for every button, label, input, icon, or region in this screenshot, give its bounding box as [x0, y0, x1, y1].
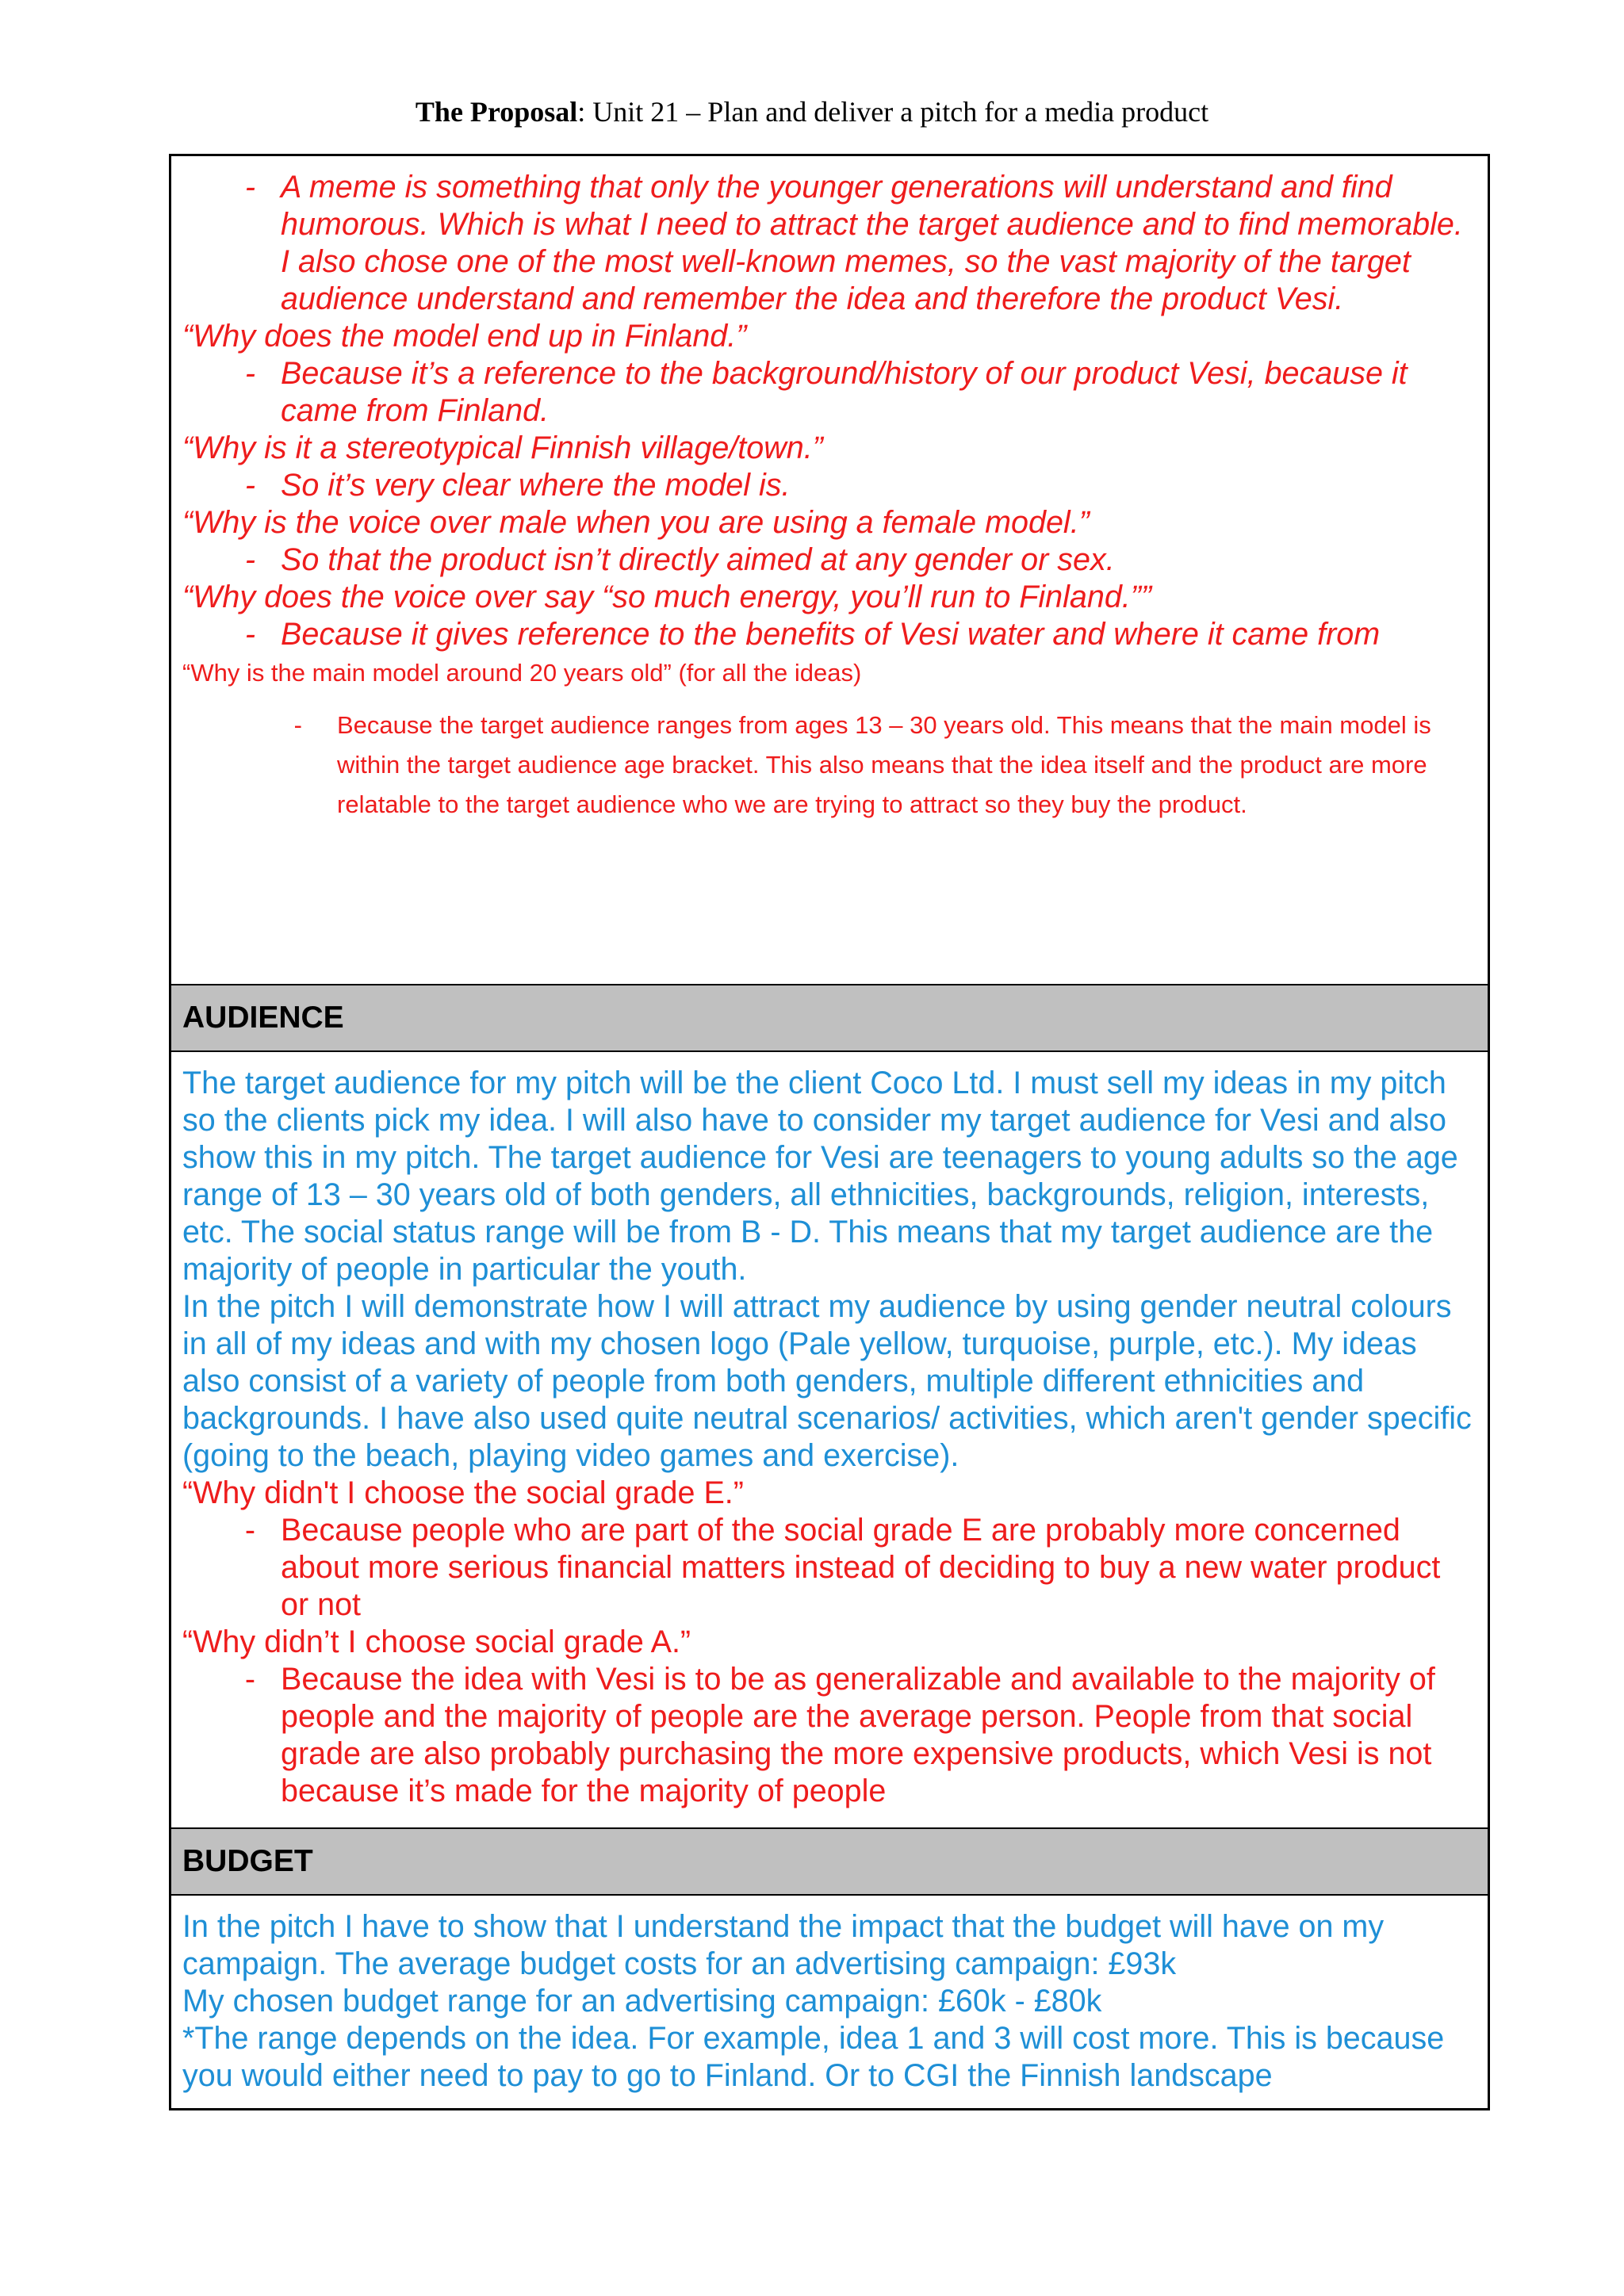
dash-marker: -: [244, 542, 255, 577]
question-text: “Why didn’t I choose social grade A.”: [182, 1624, 691, 1659]
budget-paragraph: My chosen budget range for an advertising campaign: £60k - £80k: [182, 1984, 1102, 2019]
question-text: “Why is it a stereotypical Finnish village/town.”: [182, 430, 823, 465]
dash-marker: -: [244, 170, 255, 205]
top-section: [171, 156, 1488, 985]
audience-section: [171, 1052, 1488, 1829]
audience-paragraph: In the pitch I will demonstrate how I will attract my audience by using gender neutral colours in all of my ideas and with my chosen logo (Pale yellow, turquoise, purple, etc.). My ideas also consist of a variety of people from both genders, multiple different ethnicities and backgrounds. I have also used quite neutral scenarios/ activities, which aren't gender specific (going to the beach, playing video games and exercise).: [182, 1289, 1472, 1473]
bullet-text: Because the target audience ranges from ages 13 – 30 years old. This means that the main model is within the target audience age bracket. This also means that the idea itself and the product are more relatable to the target audience who we are trying to attract so they buy the product.: [337, 711, 1431, 818]
dash-marker: -: [244, 468, 255, 503]
bullet-item: [182, 1512, 1473, 1624]
bullet-item: [182, 1661, 1473, 1810]
header-title-bold: The Proposal: [415, 96, 578, 128]
bullet-text: Because people who are part of the social grade E are probably more concerned about more serious financial matters instead of deciding to buy a new water product or not: [281, 1513, 1441, 1622]
budget-paragraph: In the pitch I have to show that I understand the impact that the budget will have on my campaign. The average budget costs for an advertising campaign: £93k: [182, 1909, 1385, 1981]
budget-paragraph: *The range depends on the idea. For example, idea 1 and 3 will cost more. This is because you would either need to pay to go to Finland. Or to CGI the Finnish landscape: [182, 2021, 1445, 2093]
question-text: “Why is the voice over male when you are using a female model.”: [182, 505, 1090, 540]
page-header: [0, 95, 1624, 128]
budget-section: [171, 1896, 1488, 2108]
dash-marker: -: [244, 617, 255, 652]
question-text: “Why does the model end up in Finland.”: [182, 319, 747, 354]
dash-marker: -: [244, 356, 255, 391]
audience-paragraph: The target audience for my pitch will be the client Coco Ltd. I must sell my ideas in my pitch so the clients pick my idea. I will also have to consider my target audience for Vesi and also show this in my pitch. The target audience for Vesi are teenagers to young adults so the age range of 13 – 30 years old of both genders, all ethnicities, backgrounds, religion, interests, etc. The social status range will be from B - D. This means that my target audience are the majority of people in particular the youth.: [182, 1066, 1458, 1287]
bullet-item: [182, 616, 1473, 653]
bullet-text: Because it’s a reference to the background/history of our product Vesi, because it came from Finland.: [281, 356, 1408, 428]
question-text: “Why didn't I choose the social grade E.”: [182, 1475, 744, 1510]
bullet-item: [182, 706, 1473, 825]
question-text: “Why is the main model around 20 years old” (for all the ideas): [182, 659, 862, 687]
bullet-item: [182, 355, 1473, 430]
header-title-rest: : Unit 21 – Plan and deliver a pitch for a media product: [577, 96, 1209, 128]
question-text: “Why does the voice over say “so much energy, you’ll run to Finland.””: [182, 580, 1152, 614]
budget-heading: BUDGET: [171, 1829, 1488, 1896]
dash-marker: -: [244, 1662, 255, 1697]
bullet-item: [182, 169, 1473, 318]
audience-heading: AUDIENCE: [171, 985, 1488, 1052]
bullet-text: So that the product isn’t directly aimed at any gender or sex.: [281, 542, 1115, 577]
bullet-text: Because it gives reference to the benefits of Vesi water and where it came from: [281, 617, 1381, 652]
bullet-text: So it’s very clear where the model is.: [281, 468, 791, 503]
dash-marker: -: [244, 1513, 255, 1548]
dash-marker: -: [293, 711, 302, 739]
bullet-item: [182, 541, 1473, 579]
bullet-text: A meme is something that only the younger generations will understand and find humorous. Which is what I need to attract the target audience and to find memorable. I also chose one of the most well-known memes, so the vast majority of the target audience understand and remember the idea and therefore the product Vesi.: [281, 170, 1463, 316]
bullet-text: Because the idea with Vesi is to be as generalizable and available to the majority of people and the majority of people are the average person. People from that social grade are also probably purchasing the more expensive products, which Vesi is not because it’s made for the majority of people: [281, 1662, 1435, 1808]
proposal-table: [169, 154, 1490, 2110]
bullet-item: [182, 467, 1473, 504]
